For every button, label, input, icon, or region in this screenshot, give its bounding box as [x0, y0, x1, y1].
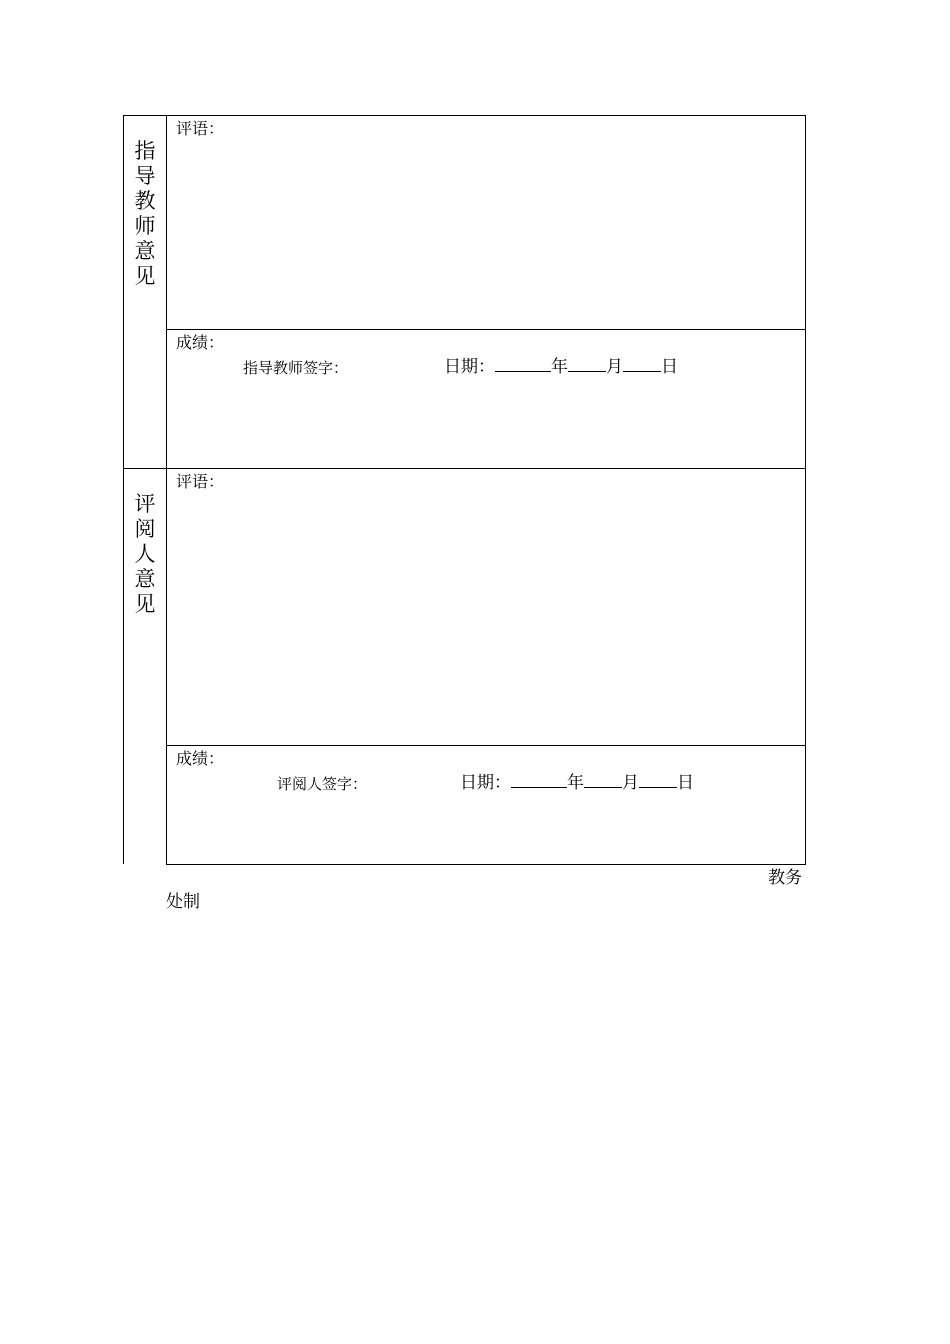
reviewer-label-char: 意	[134, 567, 156, 591]
table-bottom-border	[166, 864, 806, 865]
advisor-date-line	[444, 356, 678, 378]
advisor-year-blank[interactable]	[495, 357, 551, 372]
advisor-grade-label: 成绩：	[176, 333, 225, 352]
advisor-comment-label: 评语：	[176, 119, 225, 138]
footer-issuer-line2: 处制	[166, 892, 200, 912]
advisor-label-char: 意	[134, 239, 156, 263]
table-right-border	[805, 115, 806, 865]
reviewer-year-char: 年	[567, 773, 584, 793]
advisor-label-char: 师	[134, 214, 156, 238]
footer-issuer-line1: 教务	[768, 868, 802, 888]
table-top-border	[123, 115, 806, 116]
reviewer-signature-label: 评阅人签字：	[277, 775, 368, 793]
reviewer-label-char: 评	[134, 492, 156, 516]
reviewer-day-char: 日	[677, 773, 694, 793]
advisor-month-char: 月	[606, 357, 623, 377]
reviewer-label-char: 阅	[134, 517, 156, 541]
advisor-day-blank[interactable]	[623, 357, 661, 372]
advisor-year-char: 年	[551, 357, 568, 377]
label-column-divider	[166, 115, 167, 865]
reviewer-grade-label: 成绩：	[176, 749, 225, 768]
advisor-label-char: 指	[134, 139, 156, 163]
reviewer-year-blank[interactable]	[511, 773, 567, 788]
advisor-date-label: 日期：	[444, 357, 495, 377]
reviewer-comment-grade-divider	[166, 745, 806, 746]
advisor-label-char: 见	[134, 264, 156, 288]
reviewer-label-char: 见	[134, 592, 156, 616]
reviewer-section-label	[124, 492, 166, 617]
advisor-month-blank[interactable]	[568, 357, 606, 372]
advisor-label-char: 导	[134, 164, 156, 188]
advisor-day-char: 日	[661, 357, 678, 377]
advisor-comment-grade-divider	[166, 329, 806, 330]
reviewer-comment-label: 评语：	[176, 472, 225, 491]
reviewer-month-blank[interactable]	[584, 773, 622, 788]
advisor-section-label	[124, 139, 166, 289]
advisor-label-char: 教	[134, 189, 156, 213]
advisor-signature-label: 指导教师签字：	[243, 359, 349, 377]
reviewer-day-blank[interactable]	[639, 773, 677, 788]
reviewer-date-line	[460, 772, 694, 794]
reviewer-label-char: 人	[134, 542, 156, 566]
reviewer-date-label: 日期：	[460, 773, 511, 793]
section-divider	[123, 468, 806, 469]
reviewer-month-char: 月	[622, 773, 639, 793]
